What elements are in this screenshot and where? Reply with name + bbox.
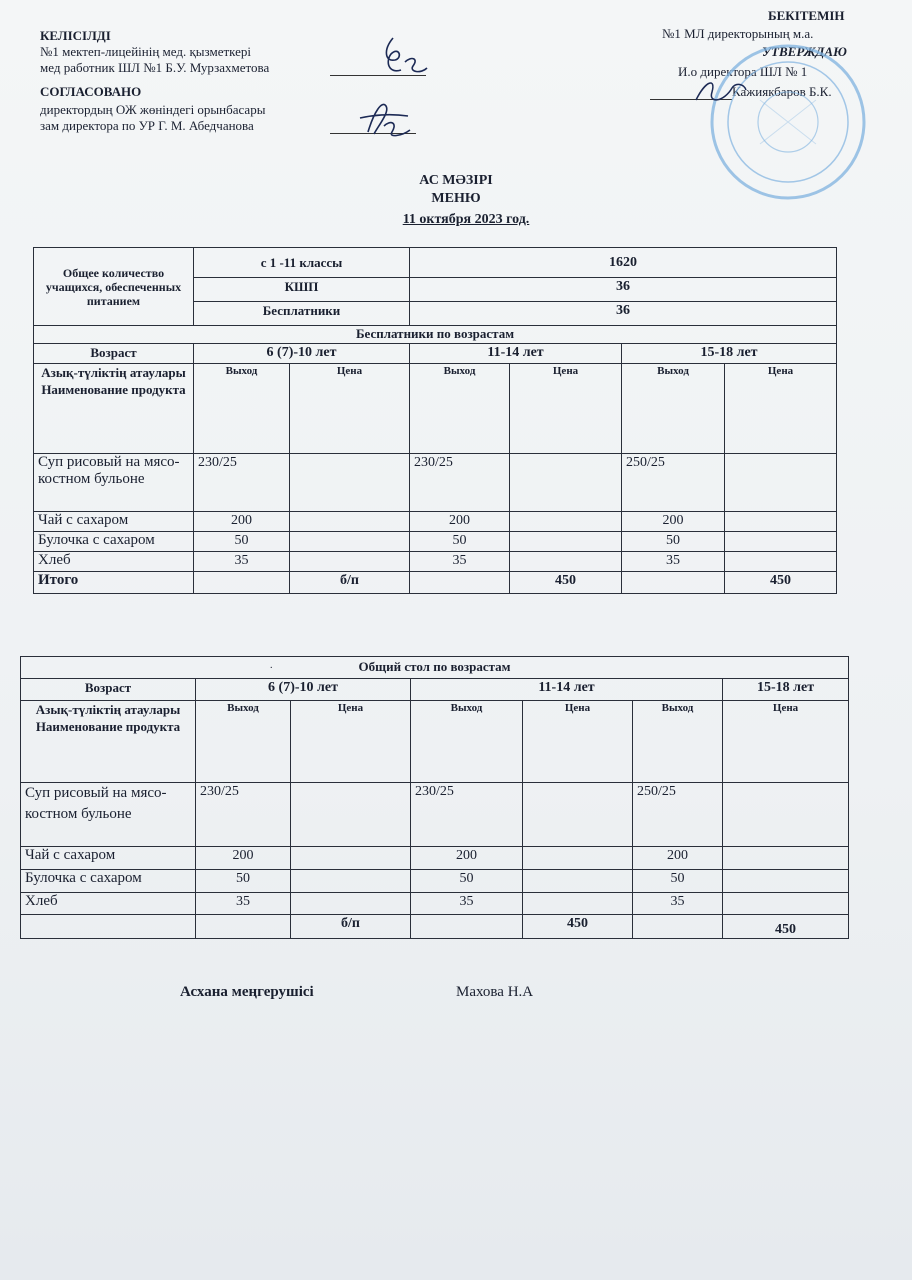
classes-label: с 1 -11 классы	[194, 248, 410, 278]
approve-kz: БЕКІТЕМІН	[768, 8, 845, 23]
table-row	[21, 893, 849, 915]
total-out	[410, 572, 510, 594]
out-value: 230/25	[196, 783, 291, 847]
total-row	[21, 915, 849, 939]
price-value	[290, 454, 410, 512]
product-name: Булочка с сахаром	[34, 532, 194, 552]
total-price-2: 450	[523, 915, 633, 939]
col-price-1: Цена	[290, 364, 410, 454]
total-price-1: б/п	[290, 572, 410, 594]
out-value: 230/25	[194, 454, 290, 512]
table-row	[34, 532, 837, 552]
out-value: 200	[411, 847, 523, 870]
total-students-label: Общее количество учащихся, обеспеченных питанием	[34, 248, 194, 326]
col-out-3: Выход	[622, 364, 725, 454]
total-out	[622, 572, 725, 594]
col-out-2: Выход	[410, 364, 510, 454]
price-value	[290, 532, 410, 552]
col-price-3: Цена	[723, 701, 849, 783]
out-value: 200	[194, 512, 290, 532]
out-value: 50	[410, 532, 510, 552]
canteen-head-role: Асхана меңгерушісі	[180, 984, 314, 1000]
table-row	[21, 870, 849, 893]
price-value	[510, 552, 622, 572]
total-out	[194, 572, 290, 594]
out-value: 50	[194, 532, 290, 552]
price-value	[725, 532, 837, 552]
product-name: Хлеб	[34, 552, 194, 572]
canteen-head-name: Махова Н.А	[456, 984, 534, 1000]
price-value	[725, 512, 837, 532]
product-name: Суп рисовый на мясо-костном бульоне	[34, 454, 194, 512]
kshp-label: КШП	[194, 278, 410, 302]
price-value	[523, 893, 633, 915]
product-name: Чай с сахаром	[21, 847, 196, 870]
total-label	[21, 915, 196, 939]
out-value: 230/25	[410, 454, 510, 512]
price-value	[523, 847, 633, 870]
approve-ru: УТВЕРЖДАЮ	[762, 44, 847, 59]
age-group-1: 6 (7)-10 лет	[194, 344, 410, 364]
out-value: 35	[622, 552, 725, 572]
general-table	[20, 656, 849, 939]
col-out-1: Выход	[194, 364, 290, 454]
stray-dot: .	[270, 660, 273, 671]
out-value: 50	[633, 870, 723, 893]
price-value	[723, 870, 849, 893]
director-position-kz: №1 МЛ директорының м.а.	[662, 26, 814, 41]
out-value: 35	[194, 552, 290, 572]
director-name: Кажиякбаров Б.К.	[732, 84, 832, 99]
medic-position-kz: №1 мектеп-лицейінің мед. қызметкері	[40, 44, 252, 59]
kshp-value: 36	[410, 278, 837, 302]
price-value	[291, 893, 411, 915]
menu-title-kz: АС МӘЗІРІ	[419, 173, 493, 188]
classes-value: 1620	[410, 248, 837, 278]
price-value	[510, 512, 622, 532]
age-label: Возраст	[34, 344, 194, 364]
col-price-3: Цена	[725, 364, 837, 454]
age-label: Возраст	[21, 679, 196, 701]
out-value: 50	[622, 532, 725, 552]
out-value: 35	[410, 552, 510, 572]
out-value: 250/25	[622, 454, 725, 512]
product-name: Хлеб	[21, 893, 196, 915]
col-price-1: Цена	[291, 701, 411, 783]
col-price-2: Цена	[510, 364, 622, 454]
total-out	[196, 915, 291, 939]
product-name: Суп рисовый на мясо-костном бульоне	[21, 783, 196, 847]
price-value	[723, 783, 849, 847]
product-name: Булочка с сахаром	[21, 870, 196, 893]
table-row	[21, 847, 849, 870]
price-value	[723, 893, 849, 915]
out-value: 35	[633, 893, 723, 915]
price-value	[291, 870, 411, 893]
table-row	[34, 454, 837, 512]
price-value	[291, 783, 411, 847]
out-value: 250/25	[633, 783, 723, 847]
col-out-2: Выход	[411, 701, 523, 783]
col-price-2: Цена	[523, 701, 633, 783]
product-header: Азық-түліктің атаулары Наименование продукта	[34, 364, 194, 454]
total-price-2: 450	[510, 572, 622, 594]
product-header: Азық-түліктің атаулары Наименование продукта	[21, 701, 196, 783]
section-title-general: Общий стол по возрастам	[21, 657, 849, 679]
table-row	[21, 783, 849, 847]
out-value: 35	[196, 893, 291, 915]
price-value	[510, 454, 622, 512]
col-out-1: Выход	[196, 701, 291, 783]
price-value	[510, 532, 622, 552]
table-row	[34, 512, 837, 532]
free-meals-table	[33, 247, 837, 594]
total-out	[411, 915, 523, 939]
total-price-3: 450	[723, 915, 849, 939]
out-value: 50	[411, 870, 523, 893]
director-position-ru: И.о директора ШЛ № 1	[678, 64, 808, 79]
total-price-3: 450	[725, 572, 837, 594]
total-label: Итого	[34, 572, 194, 594]
section-title-free: Бесплатники по возрастам	[34, 326, 837, 344]
product-name: Чай с сахаром	[34, 512, 194, 532]
signature-2	[348, 92, 418, 142]
out-value: 200	[622, 512, 725, 532]
free-value: 36	[410, 302, 837, 326]
out-value: 200	[196, 847, 291, 870]
col-out-3: Выход	[633, 701, 723, 783]
age-group-1: 6 (7)-10 лет	[196, 679, 411, 701]
price-value	[291, 847, 411, 870]
deputy-name: зам директора по УР Г. М. Абедчанова	[40, 118, 254, 133]
medic-name: мед работник ШЛ №1 Б.У. Мурзахметова	[40, 60, 270, 75]
price-value	[523, 783, 633, 847]
agreed-ru: СОГЛАСОВАНО	[40, 84, 142, 99]
signature-1	[375, 32, 435, 82]
age-group-3: 15-18 лет	[723, 679, 849, 701]
price-value	[523, 870, 633, 893]
out-value: 35	[411, 893, 523, 915]
menu-date: 11 октября 2023 год.	[402, 212, 530, 227]
total-out	[633, 915, 723, 939]
total-price-1: б/п	[291, 915, 411, 939]
out-value: 230/25	[411, 783, 523, 847]
out-value: 200	[633, 847, 723, 870]
table-row	[34, 552, 837, 572]
menu-title-ru: МЕНЮ	[431, 191, 481, 206]
out-value: 50	[196, 870, 291, 893]
signature-3	[690, 74, 750, 108]
total-row	[34, 572, 837, 594]
age-group-2: 11-14 лет	[411, 679, 723, 701]
age-group-2: 11-14 лет	[410, 344, 622, 364]
out-value: 200	[410, 512, 510, 532]
price-value	[290, 552, 410, 572]
free-label: Бесплатники	[194, 302, 410, 326]
price-value	[725, 454, 837, 512]
deputy-position-kz: директордың ОЖ жөніндегі орынбасары	[40, 102, 266, 117]
price-value	[725, 552, 837, 572]
price-value	[290, 512, 410, 532]
agreed-kz: КЕЛІСІЛДІ	[40, 28, 111, 43]
price-value	[723, 847, 849, 870]
age-group-3: 15-18 лет	[622, 344, 837, 364]
